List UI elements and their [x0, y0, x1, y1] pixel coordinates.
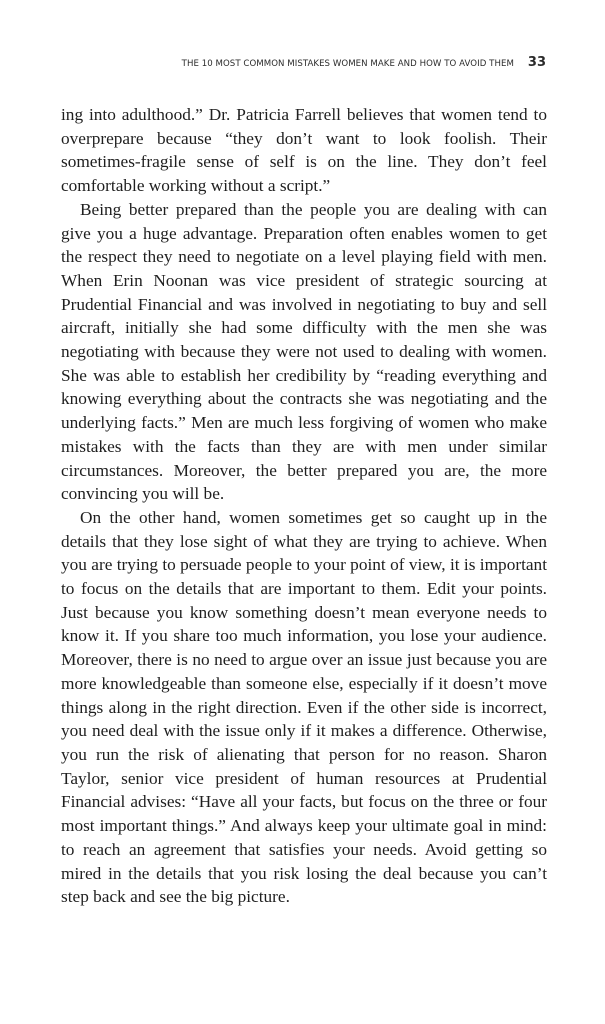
body-text [61, 103, 547, 909]
page-number: 33 [527, 55, 546, 70]
paragraph-continuation: ing into adulthood.” Dr. Patricia Farrell believes that women tend to overprepare because “they don’t want to look foolish. Their sometimes-fragile sense of self is on the line. They don’t feel comfortable working without a script.” [61, 105, 547, 196]
paragraph-preparation: Being better prepared than the people you are dealing with can give you a huge advantage. Preparation often enables women to get the respect they need to negotiate on a level playing field with men. When Erin Noonan was vice president of strategic sourcing at Prudential Financial and was involved in negotiating to buy and sell aircraft, initially she had some difficulty with the men she was negotiating with because they were not used to dealing with women. She was able to establish her credibility by “reading everything and knowing everything about the contracts she was negotiating and the underlying facts.” Men are much less forgiving of women who make mistakes with the facts than they are with men under similar circumstances. Moreover, the better prepared you are, the more convincing you will be. [61, 199, 547, 504]
running-header [182, 55, 546, 70]
running-title: THE 10 MOST COMMON MISTAKES WOMEN MAKE AND HOW TO AVOID THEM [181, 59, 514, 69]
paragraph-details: On the other hand, women sometimes get so caught up in the details that they lose sight of what they are trying to achieve. When you are trying to persuade people to your point of view, it is important to focus on the details that are important to them. Edit your points. Just because you know something doesn’t mean everyone needs to know it. If you share too much information, you lose your audience. Moreover, there is no need to argue over an issue just because you are more knowledgeable than someone else, especially if it doesn’t move things along in the right direction. Even if the other side is incorrect, you need deal with the issue only if it makes a difference. Otherwise, you run the risk of alienating that person for no reason. Sharon Taylor, senior vice president of human resources at Prudential Financial advises: “Have all your facts, but focus on the three or four most important things.” And always keep your ultimate goal in mind: to reach an agreement that satisfies your needs. Avoid getting so mired in the details that you risk losing the deal because you can’t step back and see the big picture. [61, 507, 547, 907]
